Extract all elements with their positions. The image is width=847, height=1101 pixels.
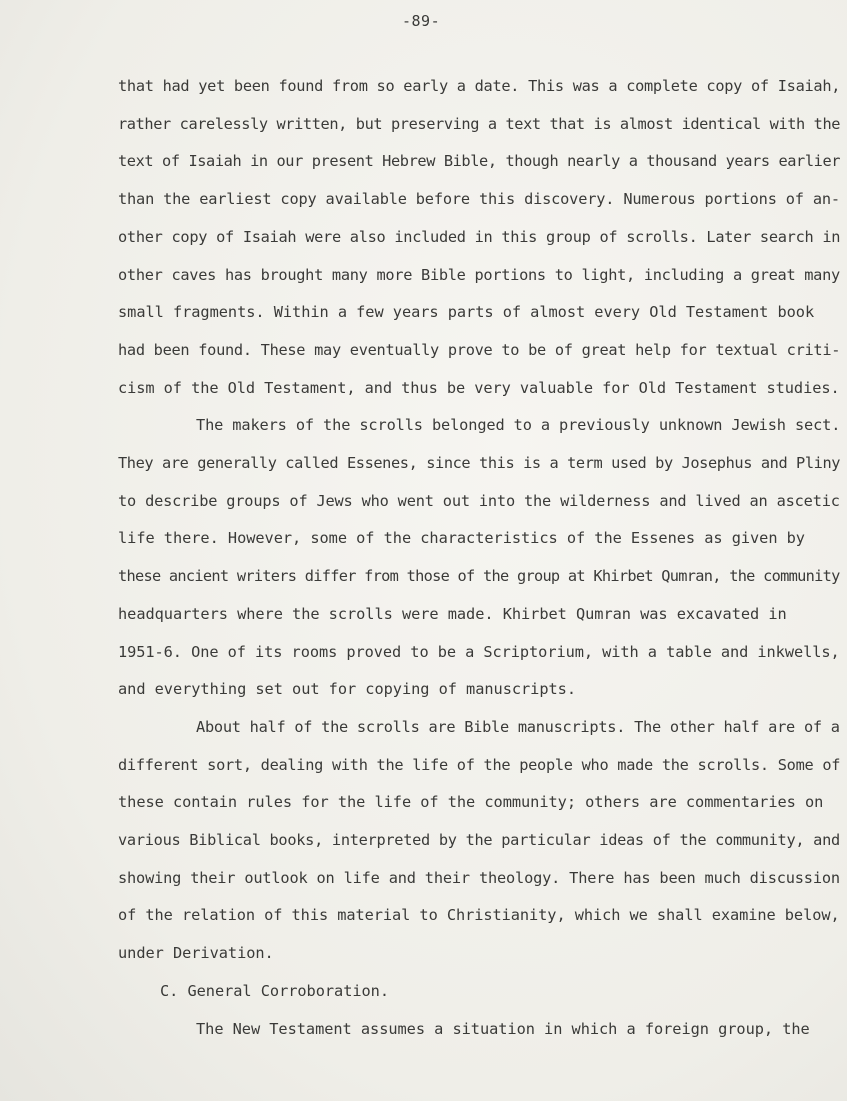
text-line: various Biblical books, interpreted by the particular ideas of the community, and [118, 831, 840, 849]
text-line: than the earliest copy available before this discovery. Numerous portions of an- [118, 190, 840, 209]
text-line: life there. However, some of the characteristics of the Essenes as given by [118, 529, 805, 548]
text-line: cism of the Old Testament, and thus be very valuable for Old Testament studies. [118, 378, 840, 397]
text-line: that had yet been found from so early a date. This was a complete copy of Isaiah, [118, 77, 841, 95]
text-line: C. General Corroboration. [160, 981, 389, 1000]
page-number: -89- [402, 12, 441, 30]
text-line: different sort, dealing with the life of the people who made the scrolls. Some of [118, 755, 841, 774]
text-line: headquarters where the scrolls were made. Khirbet Qumran was excavated in [118, 604, 787, 623]
text-line: The New Testament assumes a situation in which a foreign group, the [196, 1019, 810, 1038]
text-line: other caves has brought many more Bible portions to light, including a great many [118, 265, 840, 284]
text-line: They are generally called Essenes, since this is a term used by Josephus and Pliny [118, 454, 841, 472]
text-line: other copy of Isaiah were also included in this group of scrolls. Later search in [118, 227, 841, 246]
text-line: 1951-6. One of its rooms proved to be a Scriptorium, with a table and inkwells, [118, 642, 840, 661]
text-line: these contain rules for the life of the community; others are commentaries on [118, 793, 824, 812]
text-line: small fragments. Within a few years parts of almost every Old Testament book [118, 303, 815, 322]
text-line: had been found. These may eventually prove to be of great help for textual criti- [118, 340, 841, 359]
text-line: these ancient writers differ from those of the group at Khirbet Qumran, the community [118, 567, 840, 586]
text-line: The makers of the scrolls belonged to a previously unknown Jewish sect. [196, 416, 841, 435]
text-line: About half of the scrolls are Bible manuscripts. The other half are of a [196, 717, 840, 736]
text-line: of the relation of this material to Christianity, which we shall examine below, [118, 906, 840, 925]
text-line: to describe groups of Jews who went out into the wilderness and lived an ascetic [118, 491, 840, 510]
text-line: rather carelessly written, but preserving a text that is almost identical with the [118, 114, 841, 133]
text-line: showing their outlook on life and their theology. There has been much discussion [118, 868, 840, 887]
text-line: and everything set out for copying of manuscripts. [118, 680, 576, 699]
text-line: text of Isaiah in our present Hebrew Bible, though nearly a thousand years earlier [118, 152, 841, 171]
text-line: under Derivation. [118, 944, 274, 963]
